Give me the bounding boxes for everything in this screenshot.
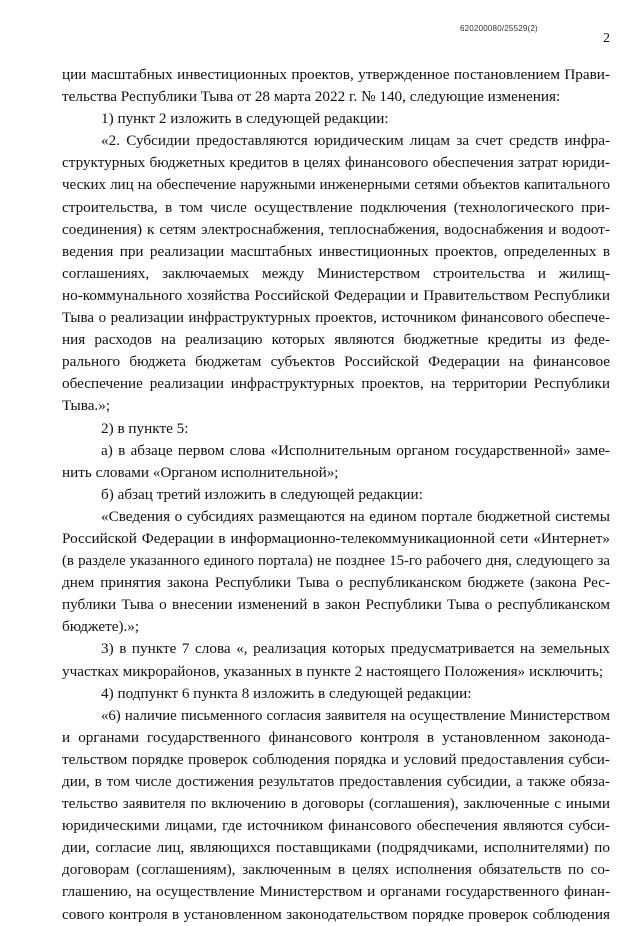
text-line: Тыва.»;: [62, 397, 111, 415]
text-line: ния расходов на реализацию которых являются бюджетные кредиты из феде-: [62, 331, 610, 349]
text-line: тельство заявителя по включению в договоры (соглашения), заключенные с иными: [62, 795, 610, 813]
text-line: (в разделе указанного единого портала) не позднее 15-го рабочего дня, следующего за: [62, 553, 610, 570]
text-line: публики Тыва о внесении изменений в закон Республики Тыва о республиканском: [62, 596, 610, 614]
text-line: а) в абзаце первом слова «Исполнительным органом государственной» заме-: [101, 441, 610, 459]
text-line: 4) подпункт 6 пункта 8 изложить в следующей редакции:: [101, 684, 472, 702]
text-line: сового контроля в установленном законодательством порядке проверок соблюдения: [62, 905, 610, 923]
text-line: нить словами «Органом исполнительной»;: [62, 463, 339, 481]
text-line: ведения при реализации масштабных инвестиционных проектов, определенных в: [62, 242, 610, 260]
text-line: б) абзац третий изложить в следующей редакции:: [101, 485, 423, 503]
text-line: дии, в том числе достижения результатов предоставления субсидии, а также обяза-: [62, 773, 610, 790]
text-line: «6) наличие письменного согласия заявителя на осуществление Министерством: [101, 707, 610, 724]
page-number: 2: [603, 31, 610, 46]
text-line: дии, согласие лиц, являющихся поставщиками (подрядчиками, исполнителями) по: [62, 839, 610, 857]
text-line: Российской Федерации в информационно-телекоммуникационной сети «Интернет»: [62, 529, 610, 547]
text-line: юридическими лицами, где источником финансового обеспечения являются субси-: [62, 817, 610, 835]
text-line: тельства Республики Тыва от 28 марта 2022 г. № 140, следующие изменения:: [62, 88, 561, 106]
text-line: ции масштабных инвестиционных проектов, утвержденное постановлением Прави-: [62, 66, 610, 83]
document-body: [62, 64, 610, 926]
text-line: 3) в пункте 7 слова «, реализация которых предусматривается на земельных: [101, 640, 610, 658]
text-line: Тыва о реализации инфраструктурных проектов, источником финансового обеспече-: [62, 310, 610, 327]
text-line: договорам (соглашениям), заключенным в целях исполнения обязательств по со-: [62, 861, 610, 879]
text-line: и органами государственного финансового контроля в установленном законода-: [62, 728, 610, 746]
text-line: ческих лиц на обеспечение наружными инженерными сетями объектов капитального: [62, 177, 610, 194]
text-line: глашению, на осуществление Министерством и органами государственного финан-: [62, 883, 610, 901]
text-line: строительства, в том числе осуществление подключения (технологического при-: [62, 198, 610, 216]
text-line: рального бюджета бюджетам субъектов Российской Федерации на финансовое: [62, 353, 610, 371]
text-line: бюджете).»;: [62, 618, 140, 636]
text-line: днем принятия закона Республики Тыва о республиканском бюджете (закона Рес-: [62, 574, 610, 592]
text-line: 1) пункт 2 изложить в следующей редакции:: [101, 110, 389, 128]
text-line: соглашениях, заключаемых между Министерством строительства и жилищ-: [62, 264, 610, 282]
document-code: 620200080/25529(2): [460, 24, 538, 33]
text-line: но-коммунального хозяйства Российской Федерации и Правительством Республики: [62, 286, 610, 304]
text-line: 2) в пункте 5:: [101, 419, 189, 437]
text-line: «2. Субсидии предоставляются юридическим лицам за счет средств инфра-: [101, 132, 610, 150]
text-line: тельством порядке проверок соблюдения порядка и условий предоставления субси-: [62, 750, 610, 768]
text-line: структурных бюджетных кредитов в целях финансового обеспечения затрат юриди-: [62, 154, 610, 172]
text-line: обеспечение реализации инфраструктурных проектов, на территории Республики: [62, 375, 610, 393]
text-line: участках микрорайонов, указанных в пункте 2 настоящего Положения» исключить;: [62, 662, 604, 680]
text-line: соединения) к сетям электроснабжения, теплоснабжения, водоснабжения и водоот-: [62, 220, 610, 238]
text-line: «Сведения о субсидиях размещаются на едином портале бюджетной системы: [101, 507, 610, 525]
